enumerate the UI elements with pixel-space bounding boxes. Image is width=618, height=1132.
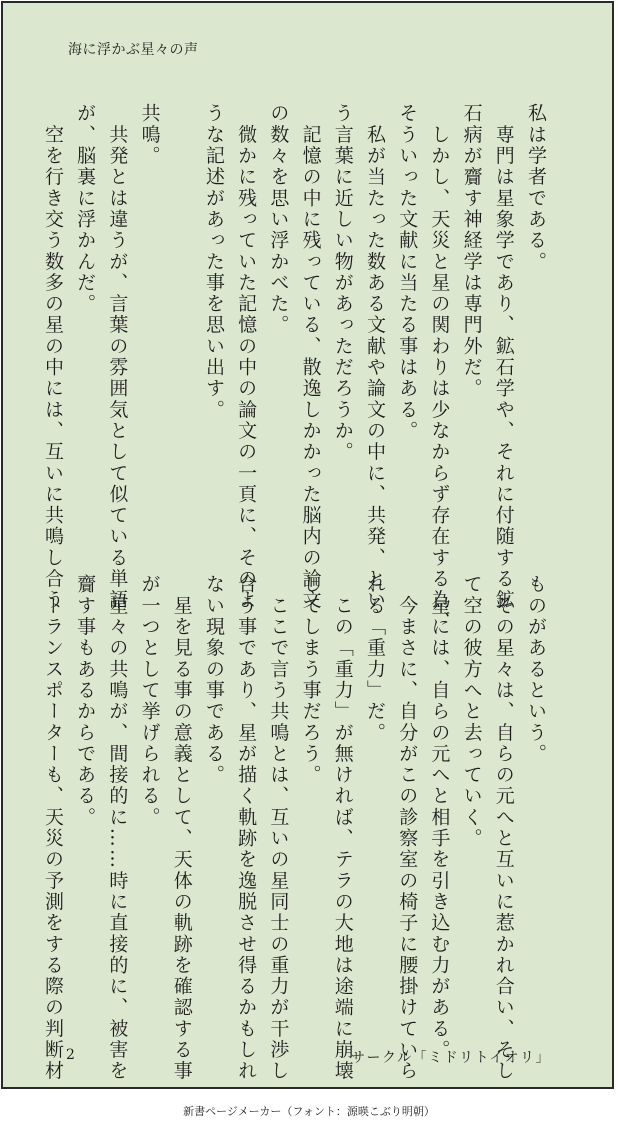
text-line: れる「重力」だ。 [363,574,386,744]
text-line: 私は学者である。 [525,103,547,273]
circle-name: サークル「ミドリトイオリ」 [351,1050,551,1066]
text-line: してしまう事だろう。 [299,574,322,786]
text-line: ない現象の事である。 [202,574,225,786]
text-line: この「重力」が無ければ、テラの大地は途端に崩壊 [331,574,354,1082]
text-line: トランスポーターも、天災の予測をする際の判断材 [41,574,64,1082]
text-line: 記憶の中に残っている、散逸しかかった脳内の論文 [299,103,322,611]
text-line: 合う事であり、星が描く軌跡を逸脱させ得るかもしれ [235,574,258,1082]
text-line: うな記述があった事を思い出す。 [202,103,225,421]
top-text-block [41,103,552,632]
text-line: 今まさに、自分がこの診察室の椅子に腰掛けていら [396,574,419,1082]
generator-credit: 新書ページメーカー（フォント：源暎こぶり明朝） [183,1105,435,1118]
text-line: が一つとして挙げられる。 [138,574,161,828]
text-line: ものがあるという。 [525,574,547,765]
text-line: の数々を思い浮かべた。 [267,103,290,336]
text-line: 星々の共鳴が、間接的に……時に直接的に、被害を [106,574,129,1082]
page-number: 2 [66,1047,75,1063]
text-line: 星には、自らの元へと相手を引き込む力がある。 [428,574,451,1061]
text-line: しかし、天災と星の関わりは少なからず存在する為、 [428,103,451,632]
text-line: て空の彼方へと去っていく。 [460,574,483,849]
text-line: 星を見る事の意義として、天体の軌跡を確認する事 [170,574,193,1082]
text-line: その星々は、自らの元へと互いに惹かれ合い、そし [492,574,515,1082]
text-line: そういった文献に当たる事はある。 [396,103,419,442]
text-line: 専門は星象学であり、鉱石学や、それに付随する鉱 [492,103,515,611]
book-title: 海に浮かぶ星々の声 [68,42,199,58]
text-line: 空を行き交う数多の星の中には、互いに共鳴し合う [41,103,64,611]
text-line: 齎す事もあるからである。 [74,574,97,828]
text-line: 石病が齎す神経学は専門外だ。 [460,103,483,400]
text-line: 共発とは違うが、言葉の雰囲気として似ている単語 [106,103,129,611]
text-line: 私が当たった数ある文献や論文の中に、共発、とい [363,103,386,611]
text-line: 共鳴。 [138,103,161,167]
text-line: ここで言う共鳴とは、互いの星同士の重力が干渉し [267,574,290,1082]
text-line: が、脳裏に浮かんだ。 [74,103,97,315]
text-line: う言葉に近しい物があっただろうか。 [331,103,354,463]
text-line: 微かに残っていた記憶の中の論文の一頁に、そのよ [235,103,258,611]
blank-line [166,103,198,543]
book-page [1,1,614,1089]
